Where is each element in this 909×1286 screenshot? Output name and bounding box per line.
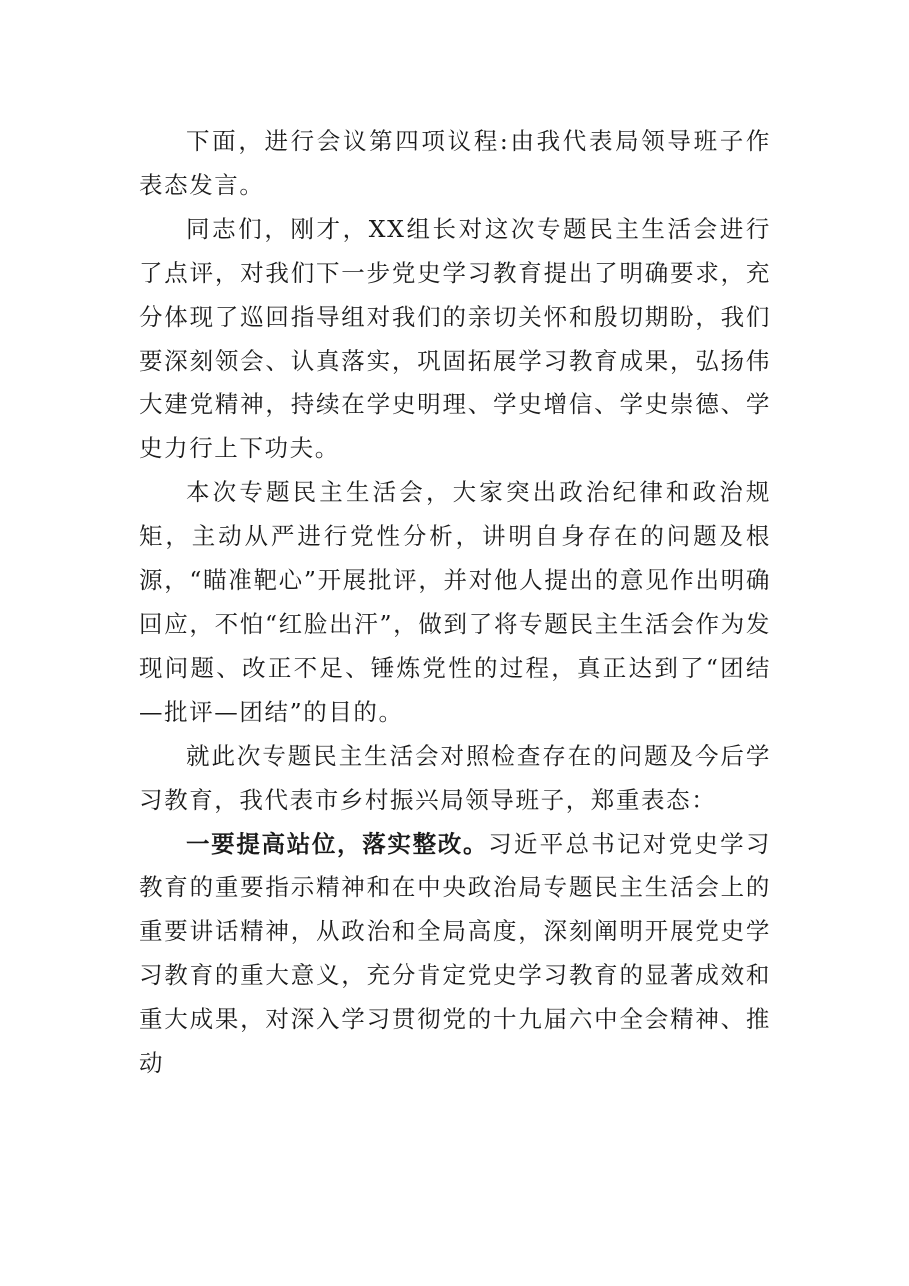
paragraph-agenda	[139, 120, 771, 208]
paragraph-text: 同志们，刚才，XX组长对这次专题民主生活会进行了点评，对我们下一步党史学习教育提出了明确要求，充分体现了巡回指导组对我们的亲切关怀和殷切期盼，我们要深刻领会、认真落实，巩固拓展学习教育成果，弘扬伟大建党精神，持续在学史明理、学史增信、学史崇德、学史力行上下功夫。	[139, 214, 771, 463]
paragraph-comrades	[139, 208, 771, 471]
paragraph-point-one	[139, 823, 771, 1086]
paragraph-text: 就此次专题民主生活会对照检查存在的问题及今后学习教育，我代表市乡村振兴局领导班子，郑重表态：	[139, 741, 771, 814]
paragraph-text: 习近平总书记对党史学习教育的重要指示精神和在中央政治局专题民主生活会上的重要讲话精神，从政治和全局高度，深刻阐明开展党史学习教育的重大意义，充分肯定党史学习教育的显著成效和重大成果，对深入学习贯彻党的十九届六中全会精神、推动	[139, 829, 771, 1078]
paragraph-meeting-summary	[139, 471, 771, 734]
document-body	[139, 120, 771, 1086]
paragraph-statement-intro	[139, 735, 771, 823]
paragraph-lead-heading: 一要提高站位，落实整改。	[186, 829, 489, 858]
paragraph-text: 下面，进行会议第四项议程:由我代表局领导班子作表态发言。	[139, 127, 771, 199]
paragraph-text: 本次专题民主生活会，大家突出政治纪律和政治规矩，主动从严进行党性分析，讲明自身存在的问题及根源，“瞄准靶心”开展批评，并对他人提出的意见作出明确回应，不怕“红脸出汗”，做到了将专题民主生活会作为发现问题、改正不足、锤炼党性的过程，真正达到了“团结—批评—团结”的目的。	[139, 478, 771, 726]
